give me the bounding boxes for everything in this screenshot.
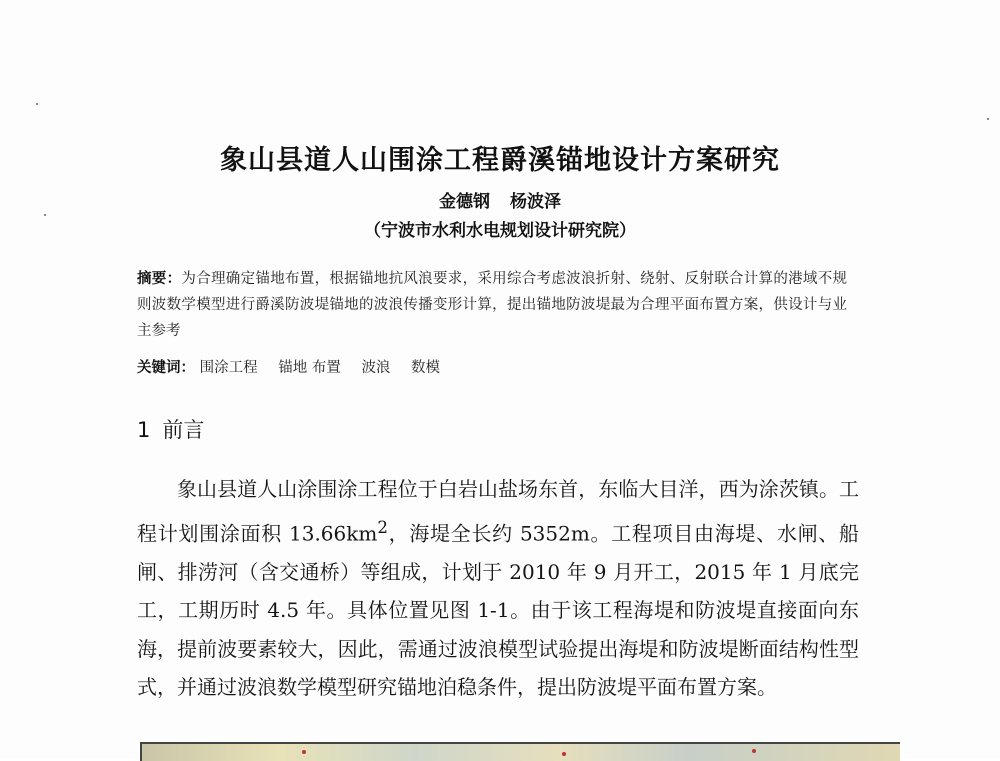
keyword: 波浪 — [361, 360, 391, 376]
keyword: 锚地 布置 — [278, 360, 341, 376]
paragraph-text: ，海堤全长约 5352m。工程项目由海堤、水闸、船闸、排涝河（含交通桥）等组成，计划于 2010 年 9 月开工，2015 年 1 月底完工，工期历时 4.5 年。具体位置见图 1-1。由于该工程海堤和防波堤直接面向东海，提前波要素较大，因此，需通过波浪模型试验提出海堤和防波堤断面结构性型式，并通过波浪数学模型研究锚地泊稳条件，提出防波堤平面布置方案。 — [137, 521, 859, 700]
paragraph-text: 象山县道人山涂围涂工程位于白岩山盐场东首，东临大目洋，西为涂茨镇。工程计划围涂面积 13.66km — [137, 477, 859, 546]
author-name: 金德钢 — [439, 192, 490, 212]
superscript: 2 — [377, 517, 388, 537]
keywords-label: 关键词： — [137, 360, 195, 376]
map-marker-icon — [752, 749, 756, 753]
abstract — [137, 266, 847, 344]
section-heading — [137, 414, 204, 444]
section-number: 1 — [137, 418, 151, 442]
scan-speck — [987, 118, 989, 120]
keyword: 围涂工程 — [199, 360, 258, 376]
location-map-figure — [140, 742, 900, 761]
paper-title: 象山县道人山围涂工程爵溪锚地设计方案研究 — [220, 145, 780, 176]
abstract-label: 摘要： — [137, 271, 182, 287]
author-affiliation: （宁波市水利水电规划设计研究院） — [364, 221, 636, 241]
keyword: 数模 — [411, 360, 441, 376]
keywords — [137, 356, 456, 377]
map-marker-icon — [562, 752, 566, 756]
map-marker-icon — [302, 750, 306, 754]
author-name: 杨波泽 — [510, 192, 561, 212]
body-paragraph — [137, 470, 859, 707]
abstract-text: 为合理确定锚地布置，根据锚地抗风浪要求，采用综合考虑波浪折射、绕射、反射联合计算的港域不规则波数学模型进行爵溪防波堤锚地的波浪传播变形计算，提出锚地防波堤最为合理平面布置方案，供设计与业主参考 — [137, 271, 848, 339]
author-list — [0, 187, 1000, 212]
scan-speck — [36, 103, 38, 105]
section-title: 前言 — [162, 418, 205, 442]
